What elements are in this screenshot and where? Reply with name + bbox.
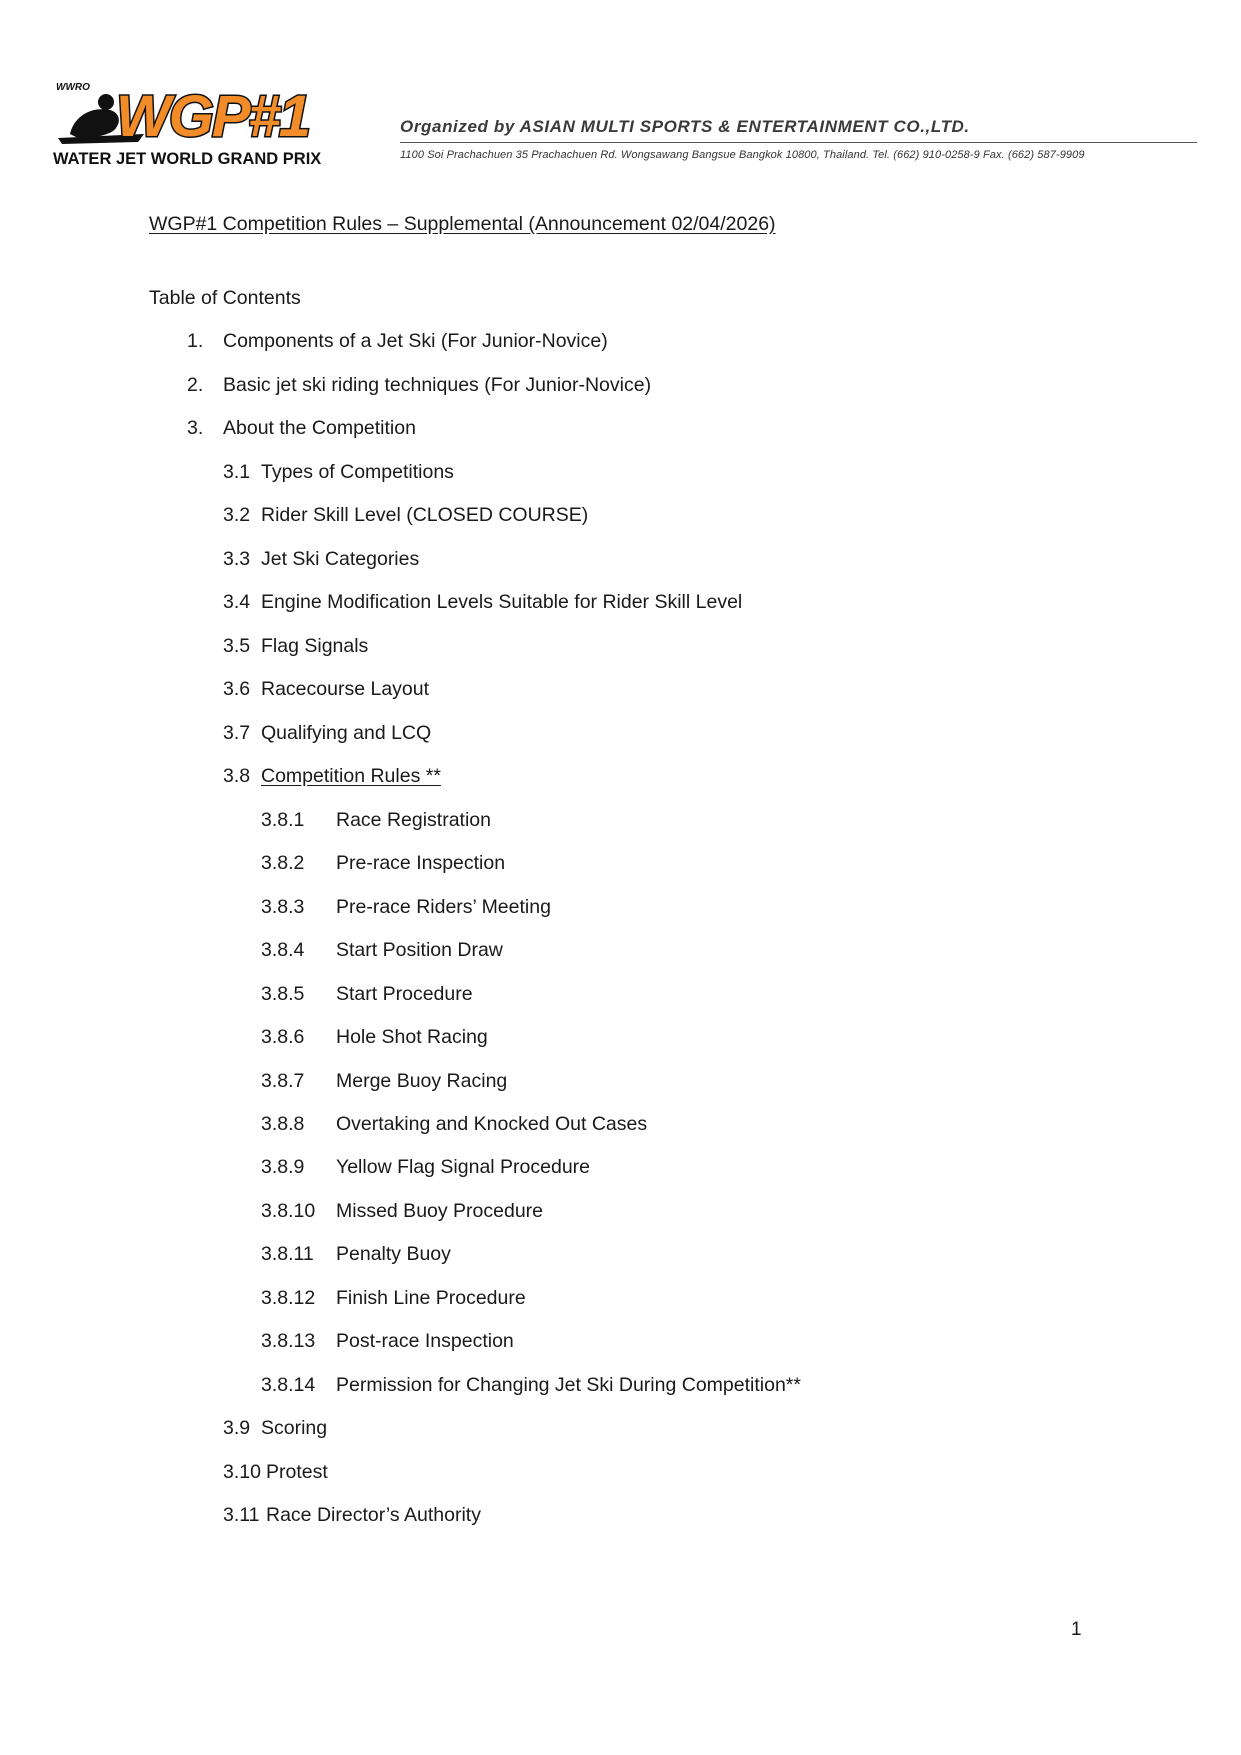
toc-item-label: Post-race Inspection xyxy=(336,1330,514,1352)
toc-item-number: 3.8.13 xyxy=(261,1330,316,1352)
toc-item-label: Overtaking and Knocked Out Cases xyxy=(336,1113,648,1135)
toc-item-number: 3.8.6 xyxy=(261,1026,305,1048)
toc-item-label: Engine Modification Levels Suitable for Rider Skill Level xyxy=(261,591,743,613)
jet-ski-rider-icon xyxy=(70,109,119,140)
toc-item-number: 3.7 xyxy=(223,722,251,744)
toc-item-label: Pre-race Riders’ Meeting xyxy=(336,896,551,918)
toc-item xyxy=(223,764,1123,788)
toc-item xyxy=(223,634,1123,658)
toc-item-label: Rider Skill Level (CLOSED COURSE) xyxy=(261,504,589,526)
toc-item xyxy=(261,982,1161,1006)
toc-item xyxy=(223,1503,1123,1527)
toc-item-number: 3.8 xyxy=(223,765,251,787)
toc-item xyxy=(261,808,1161,832)
toc-item-number: 3.8.8 xyxy=(261,1113,305,1135)
logo-brand-text: WGP#1 xyxy=(116,84,310,149)
toc-item-label: Racecourse Layout xyxy=(261,678,430,700)
toc-item xyxy=(261,851,1161,875)
toc-item-label: Basic jet ski riding techniques (For Junior-Novice) xyxy=(223,374,652,396)
toc-item-label: Protest xyxy=(266,1461,328,1483)
toc-item-label: Missed Buoy Procedure xyxy=(336,1200,544,1222)
toc-item xyxy=(187,416,1087,440)
toc-item xyxy=(223,460,1123,484)
toc-item-number: 3.6 xyxy=(223,678,251,700)
toc-item-label: Scoring xyxy=(261,1417,328,1439)
logo-small-mark: WWRO xyxy=(56,82,90,93)
toc-item-number: 3.8.2 xyxy=(261,852,305,874)
toc-item xyxy=(261,1199,1161,1223)
toc-item-label: Race Registration xyxy=(336,809,491,831)
toc-item-label: Competition Rules ** xyxy=(261,765,441,787)
toc-item-number: 3.8.4 xyxy=(261,939,305,961)
toc-item xyxy=(261,1329,1161,1353)
toc-item xyxy=(261,1069,1161,1093)
toc-item-label: Components of a Jet Ski (For Junior-Novice) xyxy=(223,330,608,352)
toc-item-number: 2. xyxy=(187,374,204,396)
toc-item-label: Permission for Changing Jet Ski During Competition** xyxy=(336,1374,801,1396)
toc-item xyxy=(223,1460,1123,1484)
toc-item xyxy=(261,1112,1161,1136)
toc-item-number: 3.11 xyxy=(223,1504,260,1526)
toc-item-number: 3.8.10 xyxy=(261,1200,316,1222)
logo-tagline: WATER JET WORLD GRAND PRIX xyxy=(53,150,322,166)
toc-item xyxy=(261,1025,1161,1049)
toc-item-number: 3.8.7 xyxy=(261,1070,305,1092)
toc-item xyxy=(187,329,1087,353)
toc-item-label: Pre-race Inspection xyxy=(336,852,506,874)
toc-item xyxy=(223,1416,1123,1440)
toc-item xyxy=(261,938,1161,962)
toc-item xyxy=(261,1373,1161,1397)
rider-helmet-icon xyxy=(98,94,114,110)
toc-item-number: 3.8.12 xyxy=(261,1287,316,1309)
toc-item-number: 3.9 xyxy=(223,1417,251,1439)
toc-item-number: 3. xyxy=(187,417,204,439)
wgp1-logo-graphic xyxy=(52,76,382,166)
toc-item xyxy=(223,547,1123,571)
header-divider xyxy=(400,142,1197,143)
toc-item xyxy=(261,1155,1161,1179)
toc-item-number: 3.5 xyxy=(223,635,251,657)
toc-item-number: 1. xyxy=(187,330,204,352)
toc-item-label: Penalty Buoy xyxy=(336,1243,451,1265)
document-title: WGP#1 Competition Rules – Supplemental (Announcement 02/04/2026) xyxy=(149,213,776,235)
toc-item xyxy=(223,721,1123,745)
toc-item-label: Race Director’s Authority xyxy=(266,1504,481,1526)
toc-item-number: 3.1 xyxy=(223,461,251,483)
toc-item-number: 3.8.1 xyxy=(261,809,305,831)
toc-item xyxy=(223,677,1123,701)
organizer-address: 1100 Soi Prachachuen 35 Prachachuen Rd. Wongsawang Bangsue Bangkok 10800, Thailand. Tel. (662) 910-0258-9 Fax. (662) 587-9909 xyxy=(400,149,1085,161)
toc-item-label: Jet Ski Categories xyxy=(261,548,420,570)
organizer-line: Organized by ASIAN MULTI SPORTS & ENTERTAINMENT CO.,LTD. xyxy=(400,117,970,136)
toc-item-number: 3.8.5 xyxy=(261,983,305,1005)
toc-item-label: About the Competition xyxy=(223,417,416,439)
toc-item-number: 3.8.14 xyxy=(261,1374,316,1396)
toc-item-number: 3.10 xyxy=(223,1461,261,1483)
toc-item-number: 3.2 xyxy=(223,504,251,526)
toc-item xyxy=(261,1286,1161,1310)
toc-item-label: Yellow Flag Signal Procedure xyxy=(336,1156,591,1178)
toc-item-label: Qualifying and LCQ xyxy=(261,722,432,744)
toc-item-label: Start Position Draw xyxy=(336,939,503,961)
toc-item-number: 3.3 xyxy=(223,548,251,570)
toc-item-label: Hole Shot Racing xyxy=(336,1026,488,1048)
toc-item-label: Finish Line Procedure xyxy=(336,1287,526,1309)
toc-item-label: Flag Signals xyxy=(261,635,369,657)
toc-item xyxy=(223,590,1123,614)
toc-item xyxy=(261,895,1161,919)
toc-item-number: 3.8.9 xyxy=(261,1156,305,1178)
toc-item-number: 3.8.3 xyxy=(261,896,305,918)
toc-item xyxy=(261,1242,1161,1266)
toc-item-number: 3.4 xyxy=(223,591,251,613)
page-number: 1 xyxy=(1071,1619,1082,1640)
toc-item xyxy=(223,503,1123,527)
toc-item-label: Merge Buoy Racing xyxy=(336,1070,508,1092)
toc-item xyxy=(187,373,1087,397)
toc-item-number: 3.8.11 xyxy=(261,1243,314,1265)
wgp1-logo xyxy=(52,76,382,166)
toc-heading: Table of Contents xyxy=(149,287,301,309)
toc-item-label: Types of Competitions xyxy=(261,461,454,483)
toc-item-label: Start Procedure xyxy=(336,983,473,1005)
